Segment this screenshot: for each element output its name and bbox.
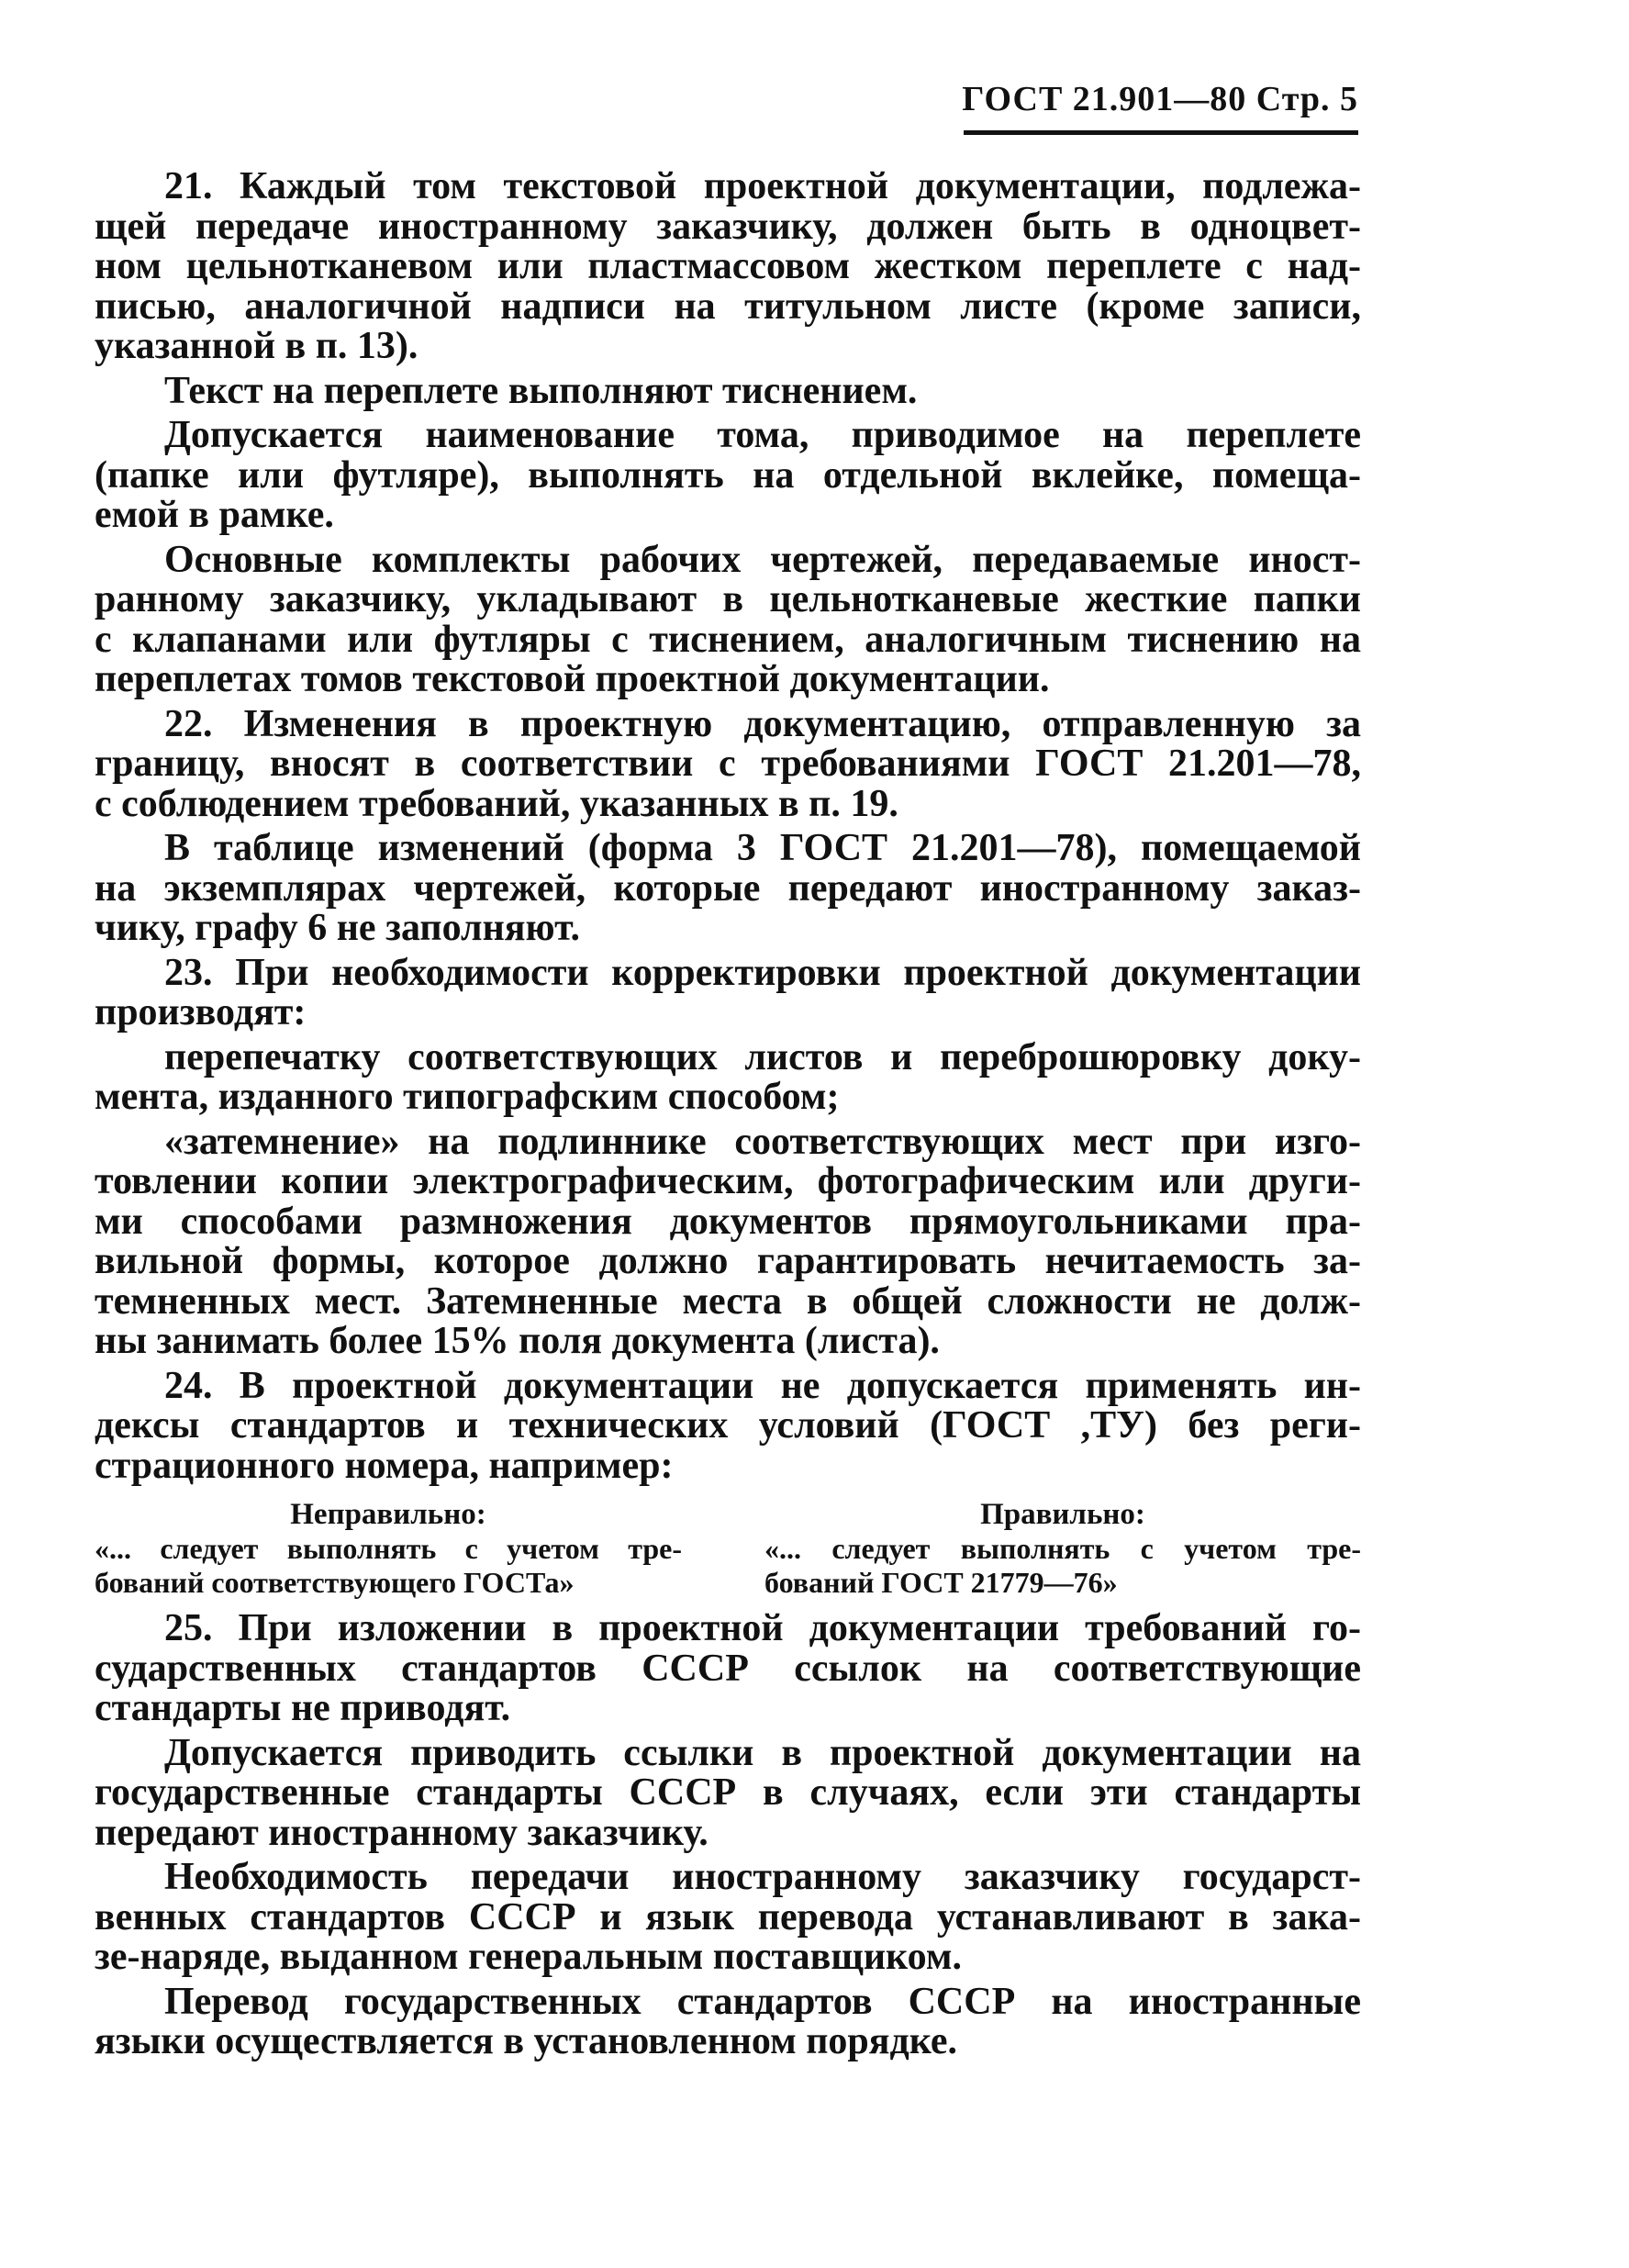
- example-right: [764, 1497, 1361, 1600]
- paragraph-25-translation: [95, 1980, 1361, 2062]
- text-line: Допускается приводить ссылки в проектной документации на: [164, 1731, 1361, 1774]
- text-line: (папке или футляре), выполнять на отдельной вклейке, помеща-: [95, 453, 1361, 497]
- text-line: емой в рамке.: [95, 494, 334, 536]
- paragraph-21-embossing: [95, 369, 1361, 412]
- text-line: В таблице изменений (форма 3 ГОСТ 21.201—78), помещаемой: [164, 827, 1361, 869]
- paragraph-22-changes-table: [95, 829, 1361, 949]
- text-line: ми способами размножения документов прямоугольниками пра-: [95, 1200, 1361, 1243]
- text-line: писью, аналогичной надписи на титульном листе (кроме записи,: [95, 285, 1361, 328]
- paragraph-21-drawing-sets: [95, 538, 1361, 700]
- text-line: передают иностранному заказчику.: [95, 1811, 709, 1854]
- text-line: Перевод государственных стандартов СССР на иностранные: [164, 1980, 1361, 2023]
- text-line: переплетах томов текстовой проектной документации.: [95, 658, 1050, 700]
- text-line: ном цельнотканевом или пластмассовом жестком переплете с над-: [95, 245, 1361, 287]
- reference-examples: [95, 1497, 1361, 1600]
- paragraph-23-darkening: [95, 1120, 1361, 1362]
- text-line: границу, вносят в соответствии с требованиями ГОСТ 21.201—78,: [95, 743, 1361, 785]
- page-header: [964, 79, 1358, 134]
- text-line: чику, графу 6 не заполняют.: [95, 907, 581, 949]
- text-line: языки осуществляется в установленном порядке.: [95, 2020, 958, 2062]
- text-line: 22. Изменения в проектную документацию, отправленную за: [164, 702, 1361, 745]
- paragraph-25-references: [95, 1731, 1361, 1854]
- text-line: ны занимать более 15% поля документа (листа).: [95, 1320, 940, 1362]
- example-line: бований ГОСТ 21779—76»: [764, 1566, 1118, 1599]
- text-line: с клапанами или футляры с тиснением, аналогичным тиснению на: [95, 618, 1361, 661]
- text-line: зе-наряде, выданном генеральным поставщиком.: [95, 1936, 962, 1978]
- text-line: 21. Каждый том текстовой проектной документации, подлежа-: [164, 165, 1361, 207]
- text-line: с соблюдением требований, указанных в п. 19.: [95, 782, 898, 825]
- header-rule: [964, 130, 1358, 135]
- paragraph-23: [95, 951, 1361, 1033]
- text-line: товлении копии электрографическим, фотографическим или други-: [95, 1160, 1361, 1202]
- header-standard-and-page: ГОСТ 21.901—80 Стр. 5: [962, 80, 1358, 118]
- example-line: «... следует выполнять с учетом тре-: [95, 1532, 682, 1565]
- text-line: 23. При необходимости корректировки проектной документации: [164, 951, 1361, 994]
- paragraph-23-reprinting: [95, 1035, 1361, 1118]
- text-line: производят:: [95, 991, 307, 1033]
- paragraph-25: [95, 1609, 1361, 1729]
- text-line: мента, изданного типографским способом;: [95, 1076, 840, 1118]
- example-wrong-heading: Неправильно:: [290, 1498, 486, 1531]
- text-line: сударственных стандартов СССР ссылок на соответствующие: [95, 1647, 1361, 1690]
- paragraph-22: [95, 702, 1361, 825]
- text-line: ранному заказчику, укладывают в цельнотканевые жесткие папки: [95, 578, 1361, 620]
- text-line: Допускается наименование тома, приводимое на переплете: [164, 414, 1361, 456]
- text-line: на экземплярах чертежей, которые передают иностранному заказ-: [95, 866, 1361, 910]
- example-wrong: [95, 1497, 682, 1600]
- text-line: перепечатку соответствующих листов и переброшюровку доку-: [164, 1035, 1361, 1078]
- text-line: Основные комплекты рабочих чертежей, передаваемые иност-: [164, 538, 1361, 581]
- text-line: 24. В проектной документации не допускается применять ин-: [164, 1364, 1361, 1407]
- text-line: щей передаче иностранному заказчику, должен быть в одноцвет-: [95, 205, 1361, 248]
- text-line: государственные стандарты СССР в случаях, если эти стандарты: [95, 1771, 1361, 1814]
- text-line: Необходимость передачи иностранному заказчику государст-: [164, 1856, 1361, 1898]
- text-line: дексы стандартов и технических условий (ГОСТ ,ТУ) без реги-: [95, 1404, 1361, 1447]
- example-right-heading: Правильно:: [980, 1498, 1145, 1531]
- paragraph-25-transfer: [95, 1858, 1361, 1978]
- text-line: «затемнение» на подлиннике соответствующих мест при изго-: [164, 1120, 1361, 1163]
- paragraph-21: [95, 167, 1361, 367]
- text-line: указанной в п. 13).: [95, 325, 418, 367]
- example-line: бований соответствующего ГОСТа»: [95, 1566, 575, 1599]
- text-line: стандарты не приводят.: [95, 1687, 511, 1729]
- paragraph-24: [95, 1364, 1361, 1487]
- text-line: темненных мест. Затемненные места в общей сложности не долж-: [95, 1279, 1361, 1323]
- document-body: [95, 167, 1361, 2062]
- text-line: 25. При изложении в проектной документации требований го-: [164, 1607, 1361, 1649]
- text-line: вильной формы, которое должно гарантировать нечитаемость за-: [95, 1240, 1361, 1282]
- paragraph-21-volume-name: [95, 416, 1361, 536]
- text-line: страционного номера, например:: [95, 1444, 674, 1487]
- example-line: «... следует выполнять с учетом тре-: [764, 1532, 1361, 1565]
- text-line: венных стандартов СССР и язык перевода устанавливают в зака-: [95, 1895, 1361, 1938]
- text-line: Текст на переплете выполняют тиснением.: [164, 369, 918, 412]
